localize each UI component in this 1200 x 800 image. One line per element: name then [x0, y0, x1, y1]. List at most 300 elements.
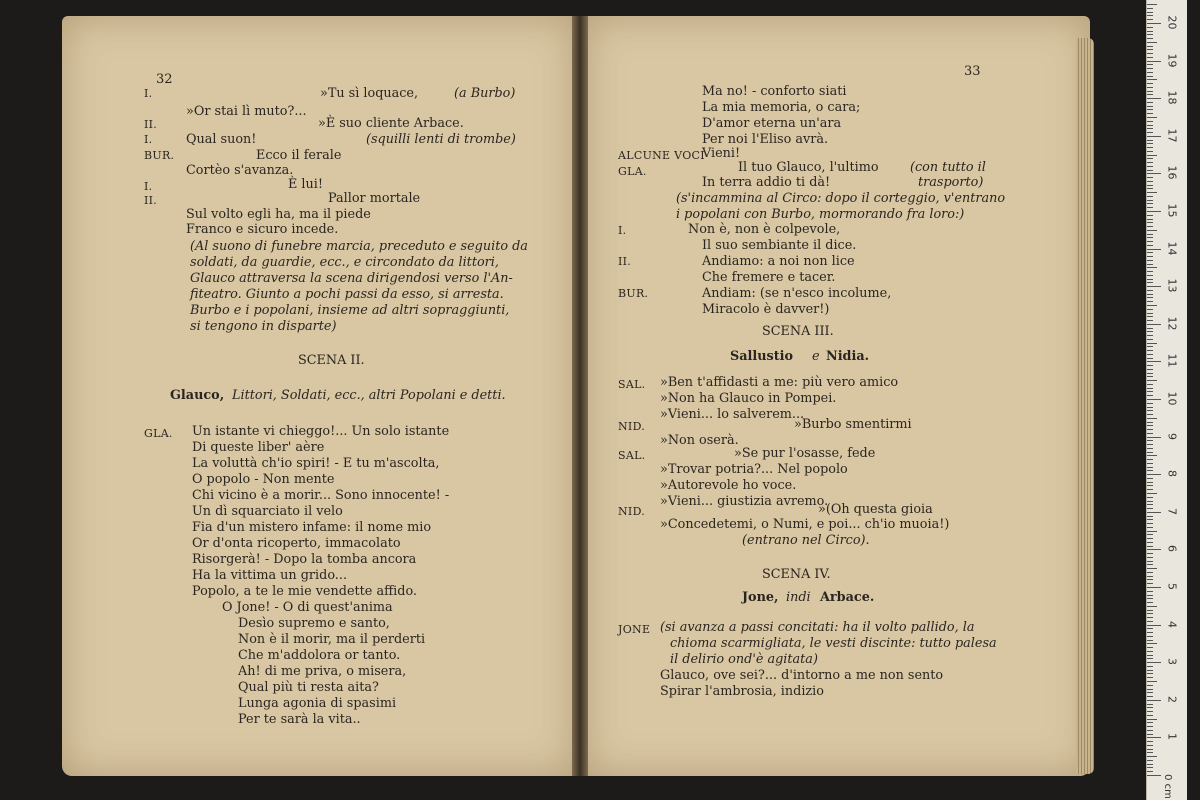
ruler-tick [1147, 523, 1153, 524]
ruler-tick [1147, 647, 1153, 648]
ruler-tick [1147, 151, 1153, 152]
ruler-tick [1147, 309, 1153, 310]
ruler-tick [1147, 83, 1153, 84]
ruler-tick [1147, 27, 1153, 28]
ruler-tick [1147, 662, 1161, 663]
text-line: »Vieni... lo salverem... [660, 407, 805, 422]
ruler-tick [1147, 707, 1153, 708]
ruler-tick [1147, 19, 1153, 20]
ruler-tick [1147, 414, 1153, 415]
ruler-tick [1147, 621, 1153, 622]
ruler-tick [1147, 722, 1153, 723]
ruler-tick [1147, 256, 1153, 257]
ruler-tick [1147, 354, 1153, 355]
ruler-number: 14 [1165, 241, 1179, 256]
ruler-tick [1147, 106, 1153, 107]
ruler-number: 18 [1165, 90, 1179, 105]
text-line: Per te sarà la vita.. [238, 712, 361, 727]
ruler-tick [1147, 775, 1161, 776]
ruler-tick [1147, 181, 1153, 182]
ruler-tick [1147, 767, 1153, 768]
ruler-tick [1147, 117, 1157, 118]
ruler-tick [1147, 711, 1153, 712]
ruler-tick [1147, 132, 1153, 133]
text-line: D'amor eterna un'ara [702, 116, 842, 131]
text-line: JONE [618, 623, 651, 636]
ruler-tick [1147, 568, 1157, 569]
ruler-tick [1147, 252, 1153, 253]
ruler-tick [1147, 320, 1153, 321]
ruler-tick [1147, 501, 1153, 502]
ruler-tick [1147, 478, 1153, 479]
ruler-tick [1147, 666, 1153, 667]
text-line: Spirar l'ambrosia, indizio [660, 684, 824, 699]
ruler-tick [1147, 534, 1153, 535]
ruler-tick [1147, 538, 1153, 539]
ruler-tick [1147, 91, 1153, 92]
ruler-tick [1147, 346, 1153, 347]
ruler-number: 9 [1165, 432, 1179, 440]
ruler-tick [1147, 583, 1153, 584]
text-line: Non è, non è colpevole, [688, 222, 841, 237]
ruler-tick [1147, 200, 1153, 201]
book-gutter [572, 16, 588, 776]
ruler-tick [1147, 470, 1153, 471]
ruler-tick [1147, 448, 1153, 449]
ruler-tick [1147, 61, 1161, 62]
ruler-tick [1147, 549, 1161, 550]
ruler-tick [1147, 279, 1153, 280]
text-line: II. [144, 194, 158, 207]
ruler-tick [1147, 632, 1153, 633]
ruler-tick [1147, 282, 1153, 283]
text-line: La voluttà ch'io spiri! - E tu m'ascolta, [192, 456, 440, 471]
ruler-tick [1147, 422, 1153, 423]
ruler-number: 12 [1165, 316, 1179, 331]
ruler-tick [1147, 203, 1153, 204]
ruler-number: 11 [1165, 353, 1179, 368]
ruler-tick [1147, 685, 1153, 686]
ruler-tick [1147, 681, 1157, 682]
ruler-tick [1147, 455, 1157, 456]
text-line: ALCUNE VOCI [618, 149, 705, 162]
ruler-tick [1147, 546, 1153, 547]
ruler-tick [1147, 177, 1153, 178]
ruler-tick [1147, 230, 1157, 231]
ruler-tick [1147, 147, 1153, 148]
text-line: »Ben t'affidasti a me: più vero amico [660, 375, 899, 390]
ruler-number: 4 [1165, 620, 1179, 628]
text-line: Burbo e i popolani, insieme ad altri sopraggiunti, [190, 303, 510, 318]
ruler-tick [1147, 380, 1157, 381]
ruler-tick [1147, 211, 1161, 212]
text-line: Franco e sicuro incede. [186, 222, 339, 237]
ruler-tick [1147, 260, 1153, 261]
ruler-tick [1147, 613, 1153, 614]
ruler-tick [1147, 331, 1153, 332]
ruler-tick [1147, 564, 1153, 565]
ruler-tick [1147, 610, 1153, 611]
measurement-ruler [1146, 0, 1187, 800]
text-line: Non è il morir, ma il perderti [238, 632, 426, 647]
text-line: »Burbo smentirmi [794, 417, 912, 432]
text-line: II. [144, 118, 158, 131]
ruler-number: 20 [1165, 15, 1179, 30]
text-line: Lunga agonia di spasimi [238, 696, 397, 711]
text-line: indi [786, 590, 811, 605]
ruler-tick [1147, 328, 1153, 329]
page-edges [1076, 38, 1094, 774]
text-line: Qual suon! [186, 132, 257, 147]
left-page-number: 32 [156, 72, 173, 87]
text-line: Sul volto egli ha, ma il piede [186, 207, 371, 222]
text-line: Di queste liber' aère [192, 440, 325, 455]
ruler-tick [1147, 125, 1153, 126]
ruler-tick [1147, 8, 1153, 9]
ruler-tick [1147, 384, 1153, 385]
ruler-tick [1147, 271, 1153, 272]
ruler-tick [1147, 452, 1153, 453]
text-line: »Se pur l'osasse, fede [734, 446, 876, 461]
text-line: »Trovar potria?... Nel popolo [660, 462, 848, 477]
ruler-tick [1147, 249, 1161, 250]
ruler-tick [1147, 542, 1153, 543]
text-line: Il suo sembiante il dice. [702, 238, 857, 253]
text-line: La mia memoria, o cara; [702, 100, 861, 115]
ruler-tick [1147, 497, 1153, 498]
ruler-tick [1147, 192, 1157, 193]
ruler-tick [1147, 222, 1153, 223]
ruler-tick [1147, 109, 1153, 110]
ruler-tick [1147, 64, 1153, 65]
text-line: GLA. [144, 427, 173, 440]
ruler-tick [1147, 361, 1161, 362]
ruler-tick [1147, 407, 1153, 408]
text-line: II. [618, 255, 632, 268]
ruler-tick [1147, 504, 1153, 505]
ruler-tick [1147, 57, 1153, 58]
ruler-tick [1147, 173, 1161, 174]
text-line: Per noi l'Eliso avrà. [702, 132, 829, 147]
ruler-tick [1147, 617, 1153, 618]
ruler-tick [1147, 15, 1153, 16]
ruler-tick [1147, 343, 1157, 344]
ruler-tick [1147, 760, 1153, 761]
ruler-tick [1147, 53, 1153, 54]
text-line: (si avanza a passi concitati: ha il volto pallido, la [660, 620, 975, 635]
ruler-tick [1147, 23, 1161, 24]
text-line: si tengono in disparte) [190, 319, 337, 334]
ruler-tick [1147, 162, 1153, 163]
text-line: (a Burbo) [454, 86, 516, 101]
ruler-tick [1147, 625, 1161, 626]
ruler-tick [1147, 655, 1153, 656]
ruler-tick [1147, 79, 1157, 80]
text-line: Jone, [742, 590, 779, 605]
ruler-tick [1147, 730, 1153, 731]
ruler-tick [1147, 467, 1153, 468]
text-line: In terra addio ti dà! [702, 175, 831, 190]
ruler-tick [1147, 113, 1153, 114]
right-page-number: 33 [964, 64, 981, 79]
text-line: Ma no! - conforto siati [702, 84, 847, 99]
text-line: Ecco il ferale [256, 148, 342, 163]
text-line: »È suo cliente Arbace. [318, 116, 464, 131]
ruler-tick [1147, 636, 1153, 637]
ruler-number: 6 [1165, 545, 1179, 553]
ruler-tick [1147, 512, 1161, 513]
text-line: NID. [618, 505, 646, 518]
ruler-tick [1147, 715, 1153, 716]
ruler-number: 13 [1165, 278, 1179, 293]
ruler-tick [1147, 425, 1153, 426]
ruler-tick [1147, 516, 1153, 517]
ruler-tick [1147, 68, 1153, 69]
text-line: »Vieni... giustizia avremo. [660, 494, 829, 509]
ruler-tick [1147, 313, 1153, 314]
ruler-tick [1147, 719, 1157, 720]
ruler-tick [1147, 34, 1153, 35]
text-line: Andiamo: a noi non lice [702, 254, 855, 269]
ruler-tick [1147, 489, 1153, 490]
ruler-tick [1147, 395, 1153, 396]
text-line: »Concedetemi, o Numi, e poi... ch'io muoia!) [660, 517, 950, 532]
ruler-number: 16 [1165, 165, 1179, 180]
text-line: Glauco, [170, 388, 225, 403]
ruler-tick [1147, 689, 1153, 690]
ruler-tick [1147, 756, 1157, 757]
ruler-tick [1147, 339, 1153, 340]
ruler-tick [1147, 241, 1153, 242]
ruler-tick [1147, 418, 1157, 419]
text-line: »Tu sì loquace, [320, 86, 419, 101]
ruler-tick [1147, 286, 1161, 287]
ruler-tick [1147, 527, 1153, 528]
ruler-number: 2 [1165, 695, 1179, 703]
ruler-number: 10 [1165, 391, 1179, 406]
ruler-tick [1147, 369, 1153, 370]
ruler-tick [1147, 696, 1153, 697]
ruler-tick [1147, 290, 1153, 291]
ruler-tick [1147, 215, 1153, 216]
ruler-tick [1147, 561, 1153, 562]
ruler-tick [1147, 673, 1153, 674]
text-line: Vieni! [702, 146, 741, 161]
text-line: Il tuo Glauco, l'ultimo [738, 160, 879, 175]
text-line: il delirio ond'è agitata) [670, 652, 818, 667]
ruler-tick [1147, 166, 1153, 167]
ruler-tick [1147, 595, 1153, 596]
ruler-tick [1147, 207, 1153, 208]
text-line: Littori, Soldati, ecc., altri Popolani e detti. [232, 388, 506, 403]
ruler-tick [1147, 737, 1161, 738]
ruler-tick [1147, 185, 1153, 186]
ruler-tick [1147, 463, 1153, 464]
ruler-tick [1147, 128, 1153, 129]
ruler-tick [1147, 643, 1157, 644]
ruler-tick [1147, 726, 1153, 727]
text-line: fiteatro. Giunto a pochi passi da esso, si arresta. [190, 287, 504, 302]
text-line: Or d'onta ricoperto, immacolato [192, 536, 401, 551]
text-line: Sallustio [730, 349, 794, 364]
text-line: SCENA II. [298, 353, 365, 368]
ruler-tick [1147, 264, 1153, 265]
text-line: »Autorevole ho voce. [660, 478, 797, 493]
ruler-tick [1147, 294, 1153, 295]
ruler-tick [1147, 237, 1153, 238]
ruler-tick [1147, 440, 1153, 441]
ruler-tick [1147, 640, 1153, 641]
text-line: Che fremere e tacer. [702, 270, 836, 285]
ruler-tick [1147, 324, 1161, 325]
ruler-tick [1147, 4, 1157, 5]
ruler-number: 19 [1165, 53, 1179, 68]
text-line: Fia d'un mistero infame: il nome mio [192, 520, 432, 535]
ruler-tick [1147, 474, 1161, 475]
text-line: Un dì squarciato il velo [192, 504, 343, 519]
text-line: Desìo supremo e santo, [238, 616, 390, 631]
ruler-number: 8 [1165, 470, 1179, 478]
text-line: Ah! di me priva, o misera, [238, 664, 407, 679]
ruler-tick [1147, 403, 1153, 404]
ruler-tick [1147, 388, 1153, 389]
ruler-number: 3 [1165, 658, 1179, 666]
ruler-tick [1147, 49, 1153, 50]
text-line: Nidia. [826, 349, 870, 364]
text-line: (con tutto il [910, 160, 986, 175]
text-line: BUR. [144, 149, 175, 162]
ruler-tick [1147, 31, 1153, 32]
ruler-tick [1147, 143, 1153, 144]
ruler-tick [1147, 482, 1153, 483]
ruler-tick [1147, 576, 1153, 577]
ruler-tick [1147, 602, 1153, 603]
text-line: Pallor mortale [328, 191, 421, 206]
ruler-tick [1147, 46, 1153, 47]
ruler-tick [1147, 87, 1153, 88]
ruler-tick [1147, 557, 1153, 558]
text-line: O Jone! - O di quest'anima [222, 600, 393, 615]
text-line: I. [144, 87, 153, 100]
ruler-tick [1147, 365, 1153, 366]
text-line: soldati, da guardie, ecc., e circondato da littori, [190, 255, 499, 270]
ruler-number: 7 [1165, 507, 1179, 515]
ruler-number: 5 [1165, 583, 1179, 590]
ruler-tick [1147, 373, 1153, 374]
ruler-tick [1147, 752, 1153, 753]
text-line: Cortèo s'avanza. [186, 163, 294, 178]
ruler-tick [1147, 391, 1153, 392]
ruler-tick [1147, 459, 1153, 460]
ruler-tick [1147, 155, 1157, 156]
ruler-tick [1147, 493, 1157, 494]
ruler-tick [1147, 485, 1153, 486]
text-line: Qual più ti resta aita? [238, 680, 379, 695]
ruler-tick [1147, 553, 1153, 554]
ruler-tick [1147, 98, 1161, 99]
ruler-tick [1147, 267, 1157, 268]
ruler-tick [1147, 433, 1153, 434]
ruler-tick [1147, 188, 1153, 189]
ruler-tick [1147, 749, 1153, 750]
text-line: (entrano nel Circo). [742, 533, 870, 548]
text-line: SAL. [618, 378, 646, 391]
ruler-tick [1147, 12, 1153, 13]
ruler-tick [1147, 700, 1161, 701]
ruler-tick [1147, 376, 1153, 377]
ruler-number: 1 [1165, 733, 1179, 741]
ruler-tick [1147, 335, 1153, 336]
ruler-tick [1147, 670, 1153, 671]
ruler-tick [1147, 531, 1157, 532]
ruler-tick [1147, 572, 1153, 573]
ruler-tick [1147, 399, 1161, 400]
ruler-tick [1147, 102, 1153, 103]
text-line: Popolo, a te le mie vendette affido. [192, 584, 417, 599]
text-line: Glauco, ove sei?... d'intorno a me non sento [660, 668, 944, 683]
ruler-tick [1147, 38, 1153, 39]
text-line: SCENA III. [762, 324, 834, 339]
ruler-tick [1147, 628, 1153, 629]
ruler-tick [1147, 519, 1153, 520]
ruler-tick [1147, 358, 1153, 359]
text-line: BUR. [618, 287, 649, 300]
text-line: »Non oserà. [660, 433, 739, 448]
ruler-tick [1147, 579, 1153, 580]
ruler-tick [1147, 429, 1153, 430]
ruler-tick [1147, 72, 1153, 73]
text-line: »Non ha Glauco in Pompei. [660, 391, 837, 406]
text-line: Un istante vi chieggo!... Un solo istante [192, 424, 450, 439]
ruler-tick [1147, 350, 1153, 351]
ruler-tick [1147, 444, 1153, 445]
ruler-tick [1147, 245, 1153, 246]
ruler-tick [1147, 598, 1153, 599]
ruler-tick [1147, 170, 1153, 171]
text-line: Miracolo è davver!) [702, 302, 830, 317]
ruler-tick [1147, 651, 1153, 652]
ruler-tick [1147, 94, 1153, 95]
ruler-tick [1147, 226, 1153, 227]
text-line: O popolo - Non mente [192, 472, 335, 487]
text-line: chioma scarmigliata, le vesti discinte: tutto palesa [670, 636, 997, 651]
text-line: e [812, 349, 820, 364]
text-line: i popolani con Burbo, mormorando fra loro:) [676, 207, 965, 222]
ruler-tick [1147, 136, 1161, 137]
text-line: Andiam: (se n'esco incolume, [702, 286, 892, 301]
ruler-tick [1147, 692, 1153, 693]
text-line: NID. [618, 420, 646, 433]
ruler-tick [1147, 297, 1153, 298]
text-line: »(Oh questa gioia [818, 502, 933, 517]
text-line: SAL. [618, 449, 646, 462]
ruler-tick [1147, 745, 1153, 746]
text-line: »Or stai lì muto?... [186, 104, 307, 119]
ruler-tick [1147, 508, 1153, 509]
ruler-tick [1147, 658, 1153, 659]
ruler-tick [1147, 704, 1153, 705]
ruler-tick [1147, 771, 1153, 772]
ruler-tick [1147, 234, 1153, 235]
ruler-tick [1147, 606, 1157, 607]
text-line: (squilli lenti di trombe) [366, 132, 516, 147]
text-line: Arbace. [820, 590, 875, 605]
text-line: SCENA IV. [762, 567, 831, 582]
ruler-number: 15 [1165, 203, 1179, 218]
text-line: Glauco attraversa la scena dirigendosi verso l'An- [190, 271, 513, 286]
ruler-tick [1147, 591, 1153, 592]
ruler-tick [1147, 121, 1153, 122]
